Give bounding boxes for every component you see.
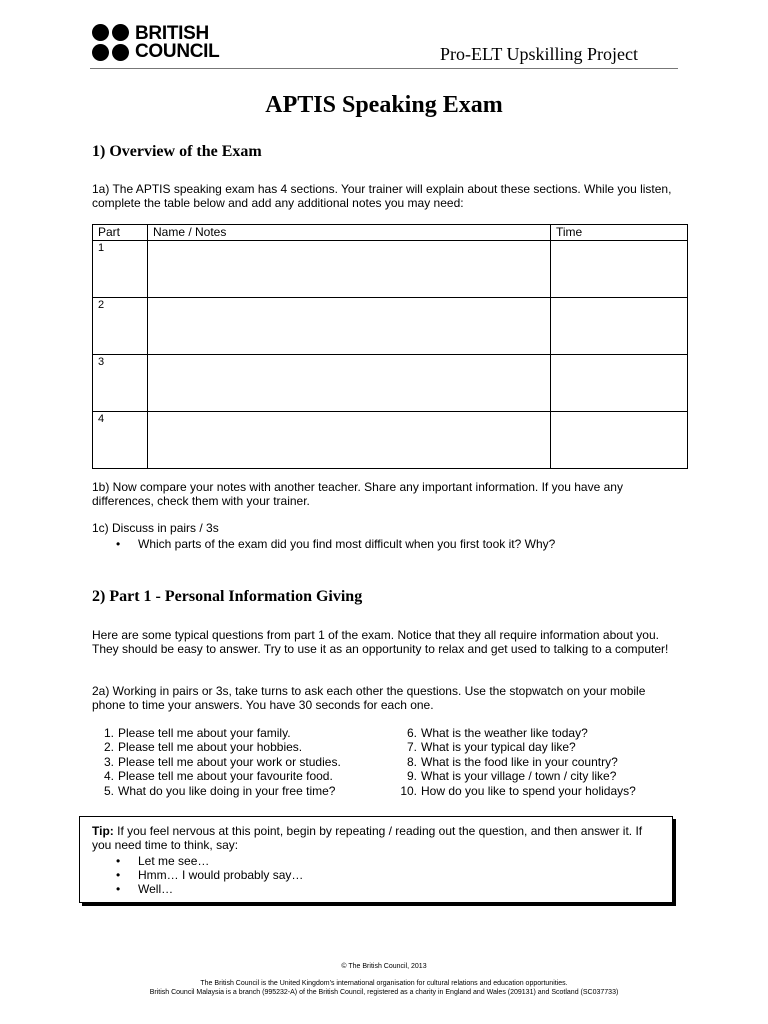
time-cell[interactable] — [551, 355, 688, 412]
list-item: 6. What is the weather like today? — [406, 726, 588, 740]
table-header-notes: Name / Notes — [148, 225, 551, 241]
part-cell: 4 — [93, 412, 148, 469]
part-cell: 1 — [93, 241, 148, 298]
list-item: 8. What is the food like in your country? — [406, 754, 618, 769]
list-item: • Well… — [92, 882, 664, 896]
instruction-2a: 2a) Working in pairs or 3s, take turns to ask each other the questions. Use the stopwatch on your mobile phone to time your answers. You have 30 seconds for each one. — [92, 684, 646, 712]
time-cell[interactable] — [551, 241, 688, 298]
logo-dots-icon — [92, 24, 129, 61]
notes-cell[interactable] — [148, 241, 551, 298]
footer-line-1: The British Council is the United Kingdom’s international organisation for cultural relations and education opportunities. — [200, 980, 568, 987]
table-header-row — [93, 225, 688, 241]
list-item: 2. Please tell me about your hobbies. — [103, 740, 303, 755]
list-item: 3. Please tell me about your work or studies. — [103, 754, 341, 769]
section-2-intro: Here are some typical questions from part 1 of the exam. Notice that they all require information about you. They should be easy to answer. Try to use it as an opportunity to relax and get used to talking to a computer! — [92, 628, 669, 656]
list-item: 10. How do you like to spend your holidays? — [400, 783, 636, 798]
list-item: • Which parts of the exam did you find most difficult when you first took it? Why? — [92, 537, 682, 551]
table-header-time: Time — [551, 225, 688, 241]
british-council-logo — [92, 24, 219, 61]
logo-wordmark: BRITISH COUNCIL — [135, 22, 220, 62]
notes-cell[interactable] — [148, 412, 551, 469]
header-divider — [90, 68, 678, 69]
list-item: 4. Please tell me about your favourite food. — [103, 769, 333, 784]
footer-copyright: © The British Council, 2013 — [341, 963, 427, 970]
table-row — [93, 241, 688, 298]
list-item: 1. Please tell me about your family. — [103, 726, 291, 740]
table-header-part: Part — [93, 225, 148, 241]
questions-list-right — [395, 726, 636, 798]
project-name: Pro-ELT Upskilling Project — [440, 44, 638, 64]
table-row — [93, 355, 688, 412]
tip-box — [79, 816, 673, 903]
list-item: 9. What is your village / town / city like? — [406, 769, 617, 784]
list-item: 7. What is your typical day like? — [406, 740, 576, 755]
instruction-1b: 1b) Now compare your notes with another teacher. Share any important information. If you have any differences, check them with your trainer. — [92, 480, 623, 508]
questions-list-left — [92, 726, 341, 798]
page-title: APTIS Speaking Exam — [265, 92, 503, 118]
notes-cell[interactable] — [148, 298, 551, 355]
instruction-1c: 1c) Discuss in pairs / 3s • Which parts of the exam did you find most difficult when you first took it? Why? — [92, 521, 682, 551]
footer-line-2: British Council Malaysia is a branch (995232-A) of the British Council, registered as a charity in England and Wales (209131) and Scotland (SC037733) — [149, 989, 619, 996]
exam-parts-table — [92, 224, 688, 469]
list-item: • Let me see… — [92, 854, 664, 868]
tip-bullet-list — [92, 854, 664, 896]
part-cell: 3 — [93, 355, 148, 412]
instruction-1a: 1a) The APTIS speaking exam has 4 sections. Your trainer will explain about these sections. While you listen, complete the table below and add any additional notes you may need: — [92, 182, 672, 210]
time-cell[interactable] — [551, 298, 688, 355]
part-cell: 2 — [93, 298, 148, 355]
list-item: 5. What do you like doing in your free time? — [103, 783, 336, 798]
discussion-bullet-list — [92, 537, 682, 551]
time-cell[interactable] — [551, 412, 688, 469]
notes-cell[interactable] — [148, 355, 551, 412]
tip-label: Tip: — [92, 824, 114, 838]
table-row — [93, 298, 688, 355]
table-row — [93, 412, 688, 469]
list-item: • Hmm… I would probably say… — [92, 868, 664, 882]
tip-text: Tip: If you feel nervous at this point, begin by repeating / reading out the question, and then answer it. If you need time to think, say: — [92, 824, 643, 852]
section-2-heading: 2) Part 1 - Personal Information Giving — [92, 588, 363, 605]
section-1-heading: 1) Overview of the Exam — [92, 143, 262, 160]
